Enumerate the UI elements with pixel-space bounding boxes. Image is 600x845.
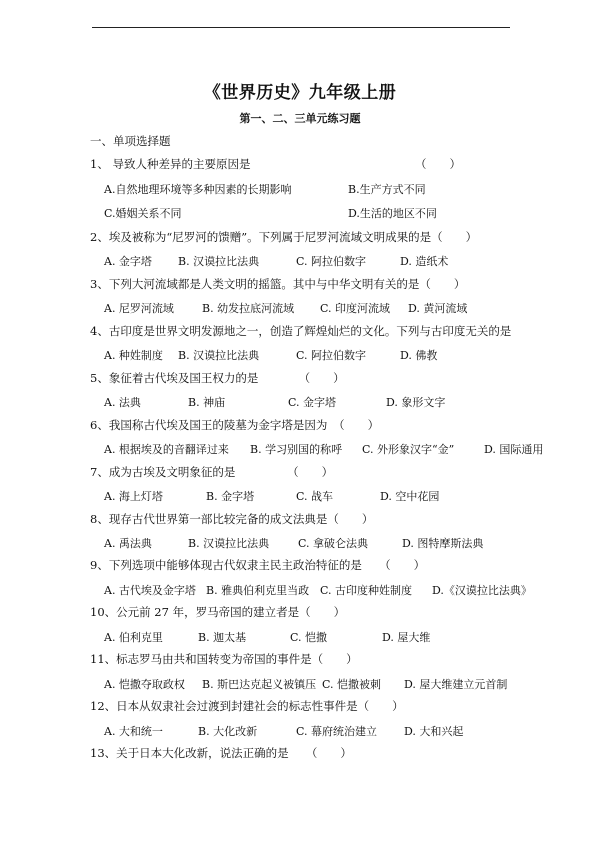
option-b: B. 迦太基 [198, 631, 247, 644]
answer-paren: （ ） [415, 157, 461, 171]
option-c: C. 恺撒 [290, 631, 328, 644]
question-text: 12、日本从奴隶社会过渡到封建社会的标志性事件是（ ） [90, 699, 404, 713]
question-text: 5、象征着古代埃及国王权力的是 （ ） [90, 371, 345, 385]
question-text: 4、古印度是世界文明发源地之一，创造了辉煌灿烂的文化。下列与古印度无关的是 [90, 324, 512, 338]
option-d: D. 屋大维 [382, 631, 431, 644]
option-a: A. 大和统一 [104, 725, 163, 738]
top-rule [92, 27, 510, 28]
question-text: 7、成为古埃及文明象征的是 （ ） [90, 465, 334, 479]
option-a: A. 根据埃及的音翻译过来 [104, 443, 229, 456]
question-8 [90, 511, 540, 527]
option-c: C. 拿破仑法典 [298, 537, 369, 550]
option-a: A. 海上灯塔 [104, 490, 163, 503]
option-d: D. 图特摩斯法典 [402, 537, 484, 550]
option-c: C. 幕府统治建立 [296, 725, 378, 738]
question-6 [90, 417, 540, 433]
question-7 [90, 464, 540, 480]
option-b: B. 神庙 [188, 396, 226, 409]
option-c: C. 金字塔 [288, 396, 337, 409]
question-text: 9、下列选项中能够体现古代奴隶主民主政治特征的是 （ ） [90, 558, 426, 572]
option-d: D. 黄河流域 [408, 302, 468, 315]
option-b: B. 大化改新 [198, 725, 258, 738]
option-a: A. 恺撒夺取政权 [104, 678, 185, 691]
section-heading: 一、单项选择题 [90, 134, 171, 148]
option-a: A. 法典 [104, 396, 141, 409]
option-b: B. 金字塔 [206, 490, 255, 503]
question-text: 1、 导致人种差异的主要原因是 [90, 157, 251, 171]
document-title: 《世界历史》九年级上册 [203, 83, 397, 103]
option-d: D. 造纸术 [400, 255, 449, 268]
option-b: B. 学习别国的称呼 [250, 443, 343, 456]
question-1 [90, 156, 540, 172]
option-c: C. 印度河流域 [320, 302, 391, 315]
option-c: C. 战车 [296, 490, 334, 503]
question-text: 13、关于日本大化改新，说法正确的是 （ ） [90, 746, 352, 760]
option-b: B. 斯巴达克起义被镇压 [202, 678, 317, 691]
option-d: D. 象形文字 [386, 396, 446, 409]
question-9 [90, 557, 540, 573]
option-b: B. 汉谟拉比法典 [178, 349, 260, 362]
option-d: D. 国际通用 [484, 443, 544, 456]
option-b: B. 汉谟拉比法典 [188, 537, 270, 550]
option-c: C. 阿拉伯数字 [296, 349, 367, 362]
option-d: D.生活的地区不同 [348, 207, 437, 220]
question-text: 2、埃及被称为“尼罗河的馈赠”。下列属于尼罗河流域文明成果的是（ ） [90, 230, 478, 244]
question-text: 3、下列大河流域都是人类文明的摇篮。其中与中华文明有关的是（ ） [90, 277, 466, 291]
question-2 [90, 229, 540, 245]
option-a: A. 种姓制度 [104, 349, 163, 362]
option-b: B. 汉谟拉比法典 [178, 255, 260, 268]
option-d: D. 空中花园 [380, 490, 440, 503]
question-text: 6、我国称古代埃及国王的陵墓为金字塔是因为 （ ） [90, 418, 380, 432]
question-3 [90, 276, 540, 292]
question-5 [90, 370, 540, 386]
option-c: C. 外形象汉字“金” [362, 443, 455, 456]
option-d: D.《汉谟拉比法典》 [432, 584, 532, 597]
option-d: D. 大和兴起 [404, 725, 464, 738]
option-a: A.自然地理环境等多种因素的长期影响 [104, 183, 292, 196]
option-c: C. 阿拉伯数字 [296, 255, 367, 268]
option-b: B. 雅典伯利克里当政 [206, 584, 310, 597]
question-10 [90, 604, 540, 620]
option-c: C.婚姻关系不同 [104, 207, 182, 220]
question-13 [90, 745, 540, 761]
option-d: D. 佛教 [400, 349, 438, 362]
question-12 [90, 698, 540, 714]
question-text: 10、公元前 27 年，罗马帝国的建立者是（ ） [90, 605, 346, 619]
option-c: C. 古印度种姓制度 [320, 584, 413, 597]
question-4 [90, 323, 540, 339]
option-a: A. 尼罗河流域 [104, 302, 174, 315]
question-11 [90, 651, 540, 667]
option-a: A. 禹法典 [104, 537, 152, 550]
question-text: 11、标志罗马由共和国转变为帝国的事件是（ ） [90, 652, 358, 666]
option-a: A. 金字塔 [104, 255, 152, 268]
option-b: B.生产方式不同 [348, 183, 426, 196]
option-b: B. 幼发拉底河流域 [202, 302, 295, 315]
question-text: 8、现存古代世界第一部比较完备的成文法典是（ ） [90, 512, 374, 526]
option-a: A. 古代埃及金字塔 [104, 584, 196, 597]
option-c: C. 恺撒被刺 [322, 678, 382, 691]
document-subtitle: 第一、二、三单元练习题 [239, 112, 361, 125]
option-d: D. 屋大维建立元首制 [404, 678, 508, 691]
option-a: A. 伯利克里 [104, 631, 163, 644]
